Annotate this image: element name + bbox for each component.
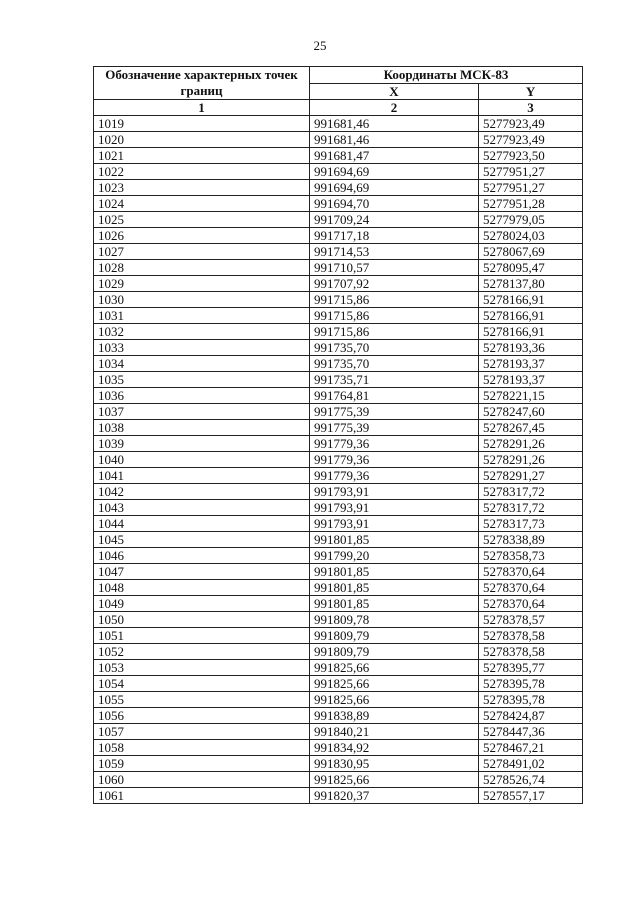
y-coordinate-cell: 5278221,15	[479, 388, 583, 404]
x-coordinate-cell: 991775,39	[310, 420, 479, 436]
table-row	[94, 660, 583, 676]
point-id-cell: 1040	[94, 452, 310, 468]
point-id-cell: 1023	[94, 180, 310, 196]
y-coordinate-cell: 5278067,69	[479, 244, 583, 260]
y-coordinate-cell: 5278557,17	[479, 788, 583, 804]
x-coordinate-cell: 991793,91	[310, 500, 479, 516]
y-coordinate-cell: 5278193,37	[479, 356, 583, 372]
table-row	[94, 596, 583, 612]
x-coordinate-cell: 991779,36	[310, 468, 479, 484]
point-id-cell: 1041	[94, 468, 310, 484]
y-coordinate-cell: 5278424,87	[479, 708, 583, 724]
x-coordinate-cell: 991694,69	[310, 180, 479, 196]
y-coordinate-cell: 5277923,50	[479, 148, 583, 164]
point-id-cell: 1034	[94, 356, 310, 372]
point-id-cell: 1044	[94, 516, 310, 532]
table-row	[94, 548, 583, 564]
x-coordinate-cell: 991799,20	[310, 548, 479, 564]
page-number: 25	[313, 38, 327, 53]
table-row	[94, 644, 583, 660]
y-coordinate-cell: 5278166,91	[479, 308, 583, 324]
table-row	[94, 436, 583, 452]
table-row	[94, 356, 583, 372]
table-row	[94, 452, 583, 468]
point-id-cell: 1028	[94, 260, 310, 276]
x-coordinate-cell: 991801,85	[310, 564, 479, 580]
column-number-2: 2	[310, 100, 479, 116]
y-coordinate-cell: 5278526,74	[479, 772, 583, 788]
point-id-cell: 1051	[94, 628, 310, 644]
point-id-cell: 1047	[94, 564, 310, 580]
table-row	[94, 468, 583, 484]
x-coordinate-cell: 991710,57	[310, 260, 479, 276]
table-header	[94, 67, 583, 116]
x-coordinate-cell: 991825,66	[310, 692, 479, 708]
point-id-cell: 1031	[94, 308, 310, 324]
point-id-cell: 1056	[94, 708, 310, 724]
x-coordinate-cell: 991681,46	[310, 132, 479, 148]
point-id-cell: 1059	[94, 756, 310, 772]
x-coordinate-cell: 991830,95	[310, 756, 479, 772]
y-coordinate-cell: 5277923,49	[479, 116, 583, 132]
point-id-cell: 1035	[94, 372, 310, 388]
x-coordinate-cell: 991714,53	[310, 244, 479, 260]
y-coordinate-cell: 5278338,89	[479, 532, 583, 548]
table-row	[94, 420, 583, 436]
point-id-cell: 1048	[94, 580, 310, 596]
y-coordinate-cell: 5278193,37	[479, 372, 583, 388]
x-coordinate-cell: 991801,85	[310, 596, 479, 612]
y-coordinate-cell: 5278447,36	[479, 724, 583, 740]
point-id-cell: 1055	[94, 692, 310, 708]
column-number-1: 1	[94, 100, 310, 116]
point-id-cell: 1033	[94, 340, 310, 356]
column-number-3: 3	[479, 100, 583, 116]
table-row	[94, 532, 583, 548]
table-row	[94, 260, 583, 276]
x-coordinate-cell: 991825,66	[310, 660, 479, 676]
x-coordinate-cell: 991707,92	[310, 276, 479, 292]
table-row	[94, 612, 583, 628]
x-coordinate-cell: 991764,81	[310, 388, 479, 404]
x-coordinate-cell: 991694,70	[310, 196, 479, 212]
y-coordinate-cell: 5278137,80	[479, 276, 583, 292]
table-row	[94, 404, 583, 420]
x-coordinate-cell: 991825,66	[310, 772, 479, 788]
point-id-cell: 1025	[94, 212, 310, 228]
y-coordinate-cell: 5278491,02	[479, 756, 583, 772]
table-row	[94, 724, 583, 740]
y-coordinate-cell: 5277951,27	[479, 180, 583, 196]
point-id-cell: 1027	[94, 244, 310, 260]
point-id-cell: 1054	[94, 676, 310, 692]
point-id-cell: 1058	[94, 740, 310, 756]
table-row	[94, 372, 583, 388]
y-coordinate-cell: 5278166,91	[479, 324, 583, 340]
x-coordinate-cell: 991825,66	[310, 676, 479, 692]
y-coordinate-cell: 5277979,05	[479, 212, 583, 228]
x-coordinate-cell: 991715,86	[310, 292, 479, 308]
table-row	[94, 516, 583, 532]
y-coordinate-cell: 5278291,26	[479, 436, 583, 452]
table-row	[94, 244, 583, 260]
x-coordinate-cell: 991775,39	[310, 404, 479, 420]
point-id-cell: 1050	[94, 612, 310, 628]
point-id-cell: 1037	[94, 404, 310, 420]
x-coordinate-cell: 991735,70	[310, 356, 479, 372]
x-coordinate-cell: 991801,85	[310, 532, 479, 548]
table-row	[94, 276, 583, 292]
table-row	[94, 756, 583, 772]
point-id-cell: 1049	[94, 596, 310, 612]
x-coordinate-cell: 991809,79	[310, 628, 479, 644]
point-id-cell: 1029	[94, 276, 310, 292]
y-coordinate-cell: 5278467,21	[479, 740, 583, 756]
y-coordinate-cell: 5278193,36	[479, 340, 583, 356]
y-coordinate-cell: 5278370,64	[479, 596, 583, 612]
x-coordinate-cell: 991779,36	[310, 436, 479, 452]
y-coordinate-cell: 5278024,03	[479, 228, 583, 244]
table-row	[94, 564, 583, 580]
table-row	[94, 628, 583, 644]
y-coordinate-cell: 5277951,28	[479, 196, 583, 212]
point-id-cell: 1060	[94, 772, 310, 788]
point-id-cell: 1042	[94, 484, 310, 500]
x-coordinate-cell: 991735,70	[310, 340, 479, 356]
x-header: X	[310, 83, 479, 100]
table-row	[94, 388, 583, 404]
y-coordinate-cell: 5278317,73	[479, 516, 583, 532]
point-id-cell: 1021	[94, 148, 310, 164]
x-coordinate-cell: 991681,47	[310, 148, 479, 164]
coordinates-table	[93, 66, 583, 804]
y-coordinate-cell: 5278267,45	[479, 420, 583, 436]
point-id-cell: 1019	[94, 116, 310, 132]
y-coordinate-cell: 5278291,26	[479, 452, 583, 468]
x-coordinate-cell: 991820,37	[310, 788, 479, 804]
table-row	[94, 116, 583, 132]
table-row	[94, 132, 583, 148]
point-id-cell: 1036	[94, 388, 310, 404]
point-id-cell: 1052	[94, 644, 310, 660]
table-row	[94, 676, 583, 692]
x-coordinate-cell: 991838,89	[310, 708, 479, 724]
x-coordinate-cell: 991715,86	[310, 324, 479, 340]
y-coordinate-cell: 5278247,60	[479, 404, 583, 420]
x-coordinate-cell: 991809,79	[310, 644, 479, 660]
x-coordinate-cell: 991717,18	[310, 228, 479, 244]
point-id-cell: 1061	[94, 788, 310, 804]
y-coordinate-cell: 5277923,49	[479, 132, 583, 148]
x-coordinate-cell: 991694,69	[310, 164, 479, 180]
point-id-cell: 1022	[94, 164, 310, 180]
x-coordinate-cell: 991809,78	[310, 612, 479, 628]
point-id-cell: 1043	[94, 500, 310, 516]
table-row	[94, 228, 583, 244]
y-coordinate-cell: 5278358,73	[479, 548, 583, 564]
y-coordinate-cell: 5277951,27	[479, 164, 583, 180]
y-coordinate-cell: 5278095,47	[479, 260, 583, 276]
point-id-cell: 1030	[94, 292, 310, 308]
x-coordinate-cell: 991715,86	[310, 308, 479, 324]
table-row	[94, 788, 583, 804]
table-row	[94, 500, 583, 516]
point-id-cell: 1039	[94, 436, 310, 452]
x-coordinate-cell: 991834,92	[310, 740, 479, 756]
y-coordinate-cell: 5278317,72	[479, 500, 583, 516]
y-coordinate-cell: 5278395,78	[479, 676, 583, 692]
x-coordinate-cell: 991801,85	[310, 580, 479, 596]
point-id-cell: 1020	[94, 132, 310, 148]
table-row	[94, 708, 583, 724]
x-coordinate-cell: 991793,91	[310, 516, 479, 532]
point-designation-header: Обозначение характерных точек границ	[94, 67, 310, 100]
table-row	[94, 292, 583, 308]
point-id-cell: 1038	[94, 420, 310, 436]
coordinates-group-header: Координаты МСК-83	[310, 67, 583, 84]
y-coordinate-cell: 5278370,64	[479, 564, 583, 580]
table-row	[94, 740, 583, 756]
y-coordinate-cell: 5278378,58	[479, 644, 583, 660]
x-coordinate-cell: 991840,21	[310, 724, 479, 740]
x-coordinate-cell: 991793,91	[310, 484, 479, 500]
point-id-cell: 1024	[94, 196, 310, 212]
table-row	[94, 212, 583, 228]
point-id-cell: 1053	[94, 660, 310, 676]
table-row	[94, 484, 583, 500]
table-row	[94, 324, 583, 340]
y-coordinate-cell: 5278378,57	[479, 612, 583, 628]
y-coordinate-cell: 5278378,58	[479, 628, 583, 644]
x-coordinate-cell: 991735,71	[310, 372, 479, 388]
y-coordinate-cell: 5278395,78	[479, 692, 583, 708]
table-row	[94, 580, 583, 596]
point-id-cell: 1045	[94, 532, 310, 548]
x-coordinate-cell: 991709,24	[310, 212, 479, 228]
table-row	[94, 196, 583, 212]
x-coordinate-cell: 991681,46	[310, 116, 479, 132]
y-coordinate-cell: 5278291,27	[479, 468, 583, 484]
y-coordinate-cell: 5278395,77	[479, 660, 583, 676]
table-row	[94, 772, 583, 788]
table-row	[94, 340, 583, 356]
table-row	[94, 164, 583, 180]
point-id-cell: 1046	[94, 548, 310, 564]
y-coordinate-cell: 5278317,72	[479, 484, 583, 500]
table-row	[94, 692, 583, 708]
y-coordinate-cell: 5278166,91	[479, 292, 583, 308]
y-header: Y	[479, 83, 583, 100]
table-row	[94, 148, 583, 164]
table-body	[94, 116, 583, 804]
point-id-cell: 1057	[94, 724, 310, 740]
point-id-cell: 1032	[94, 324, 310, 340]
point-id-cell: 1026	[94, 228, 310, 244]
table-row	[94, 308, 583, 324]
x-coordinate-cell: 991779,36	[310, 452, 479, 468]
y-coordinate-cell: 5278370,64	[479, 580, 583, 596]
table-row	[94, 180, 583, 196]
